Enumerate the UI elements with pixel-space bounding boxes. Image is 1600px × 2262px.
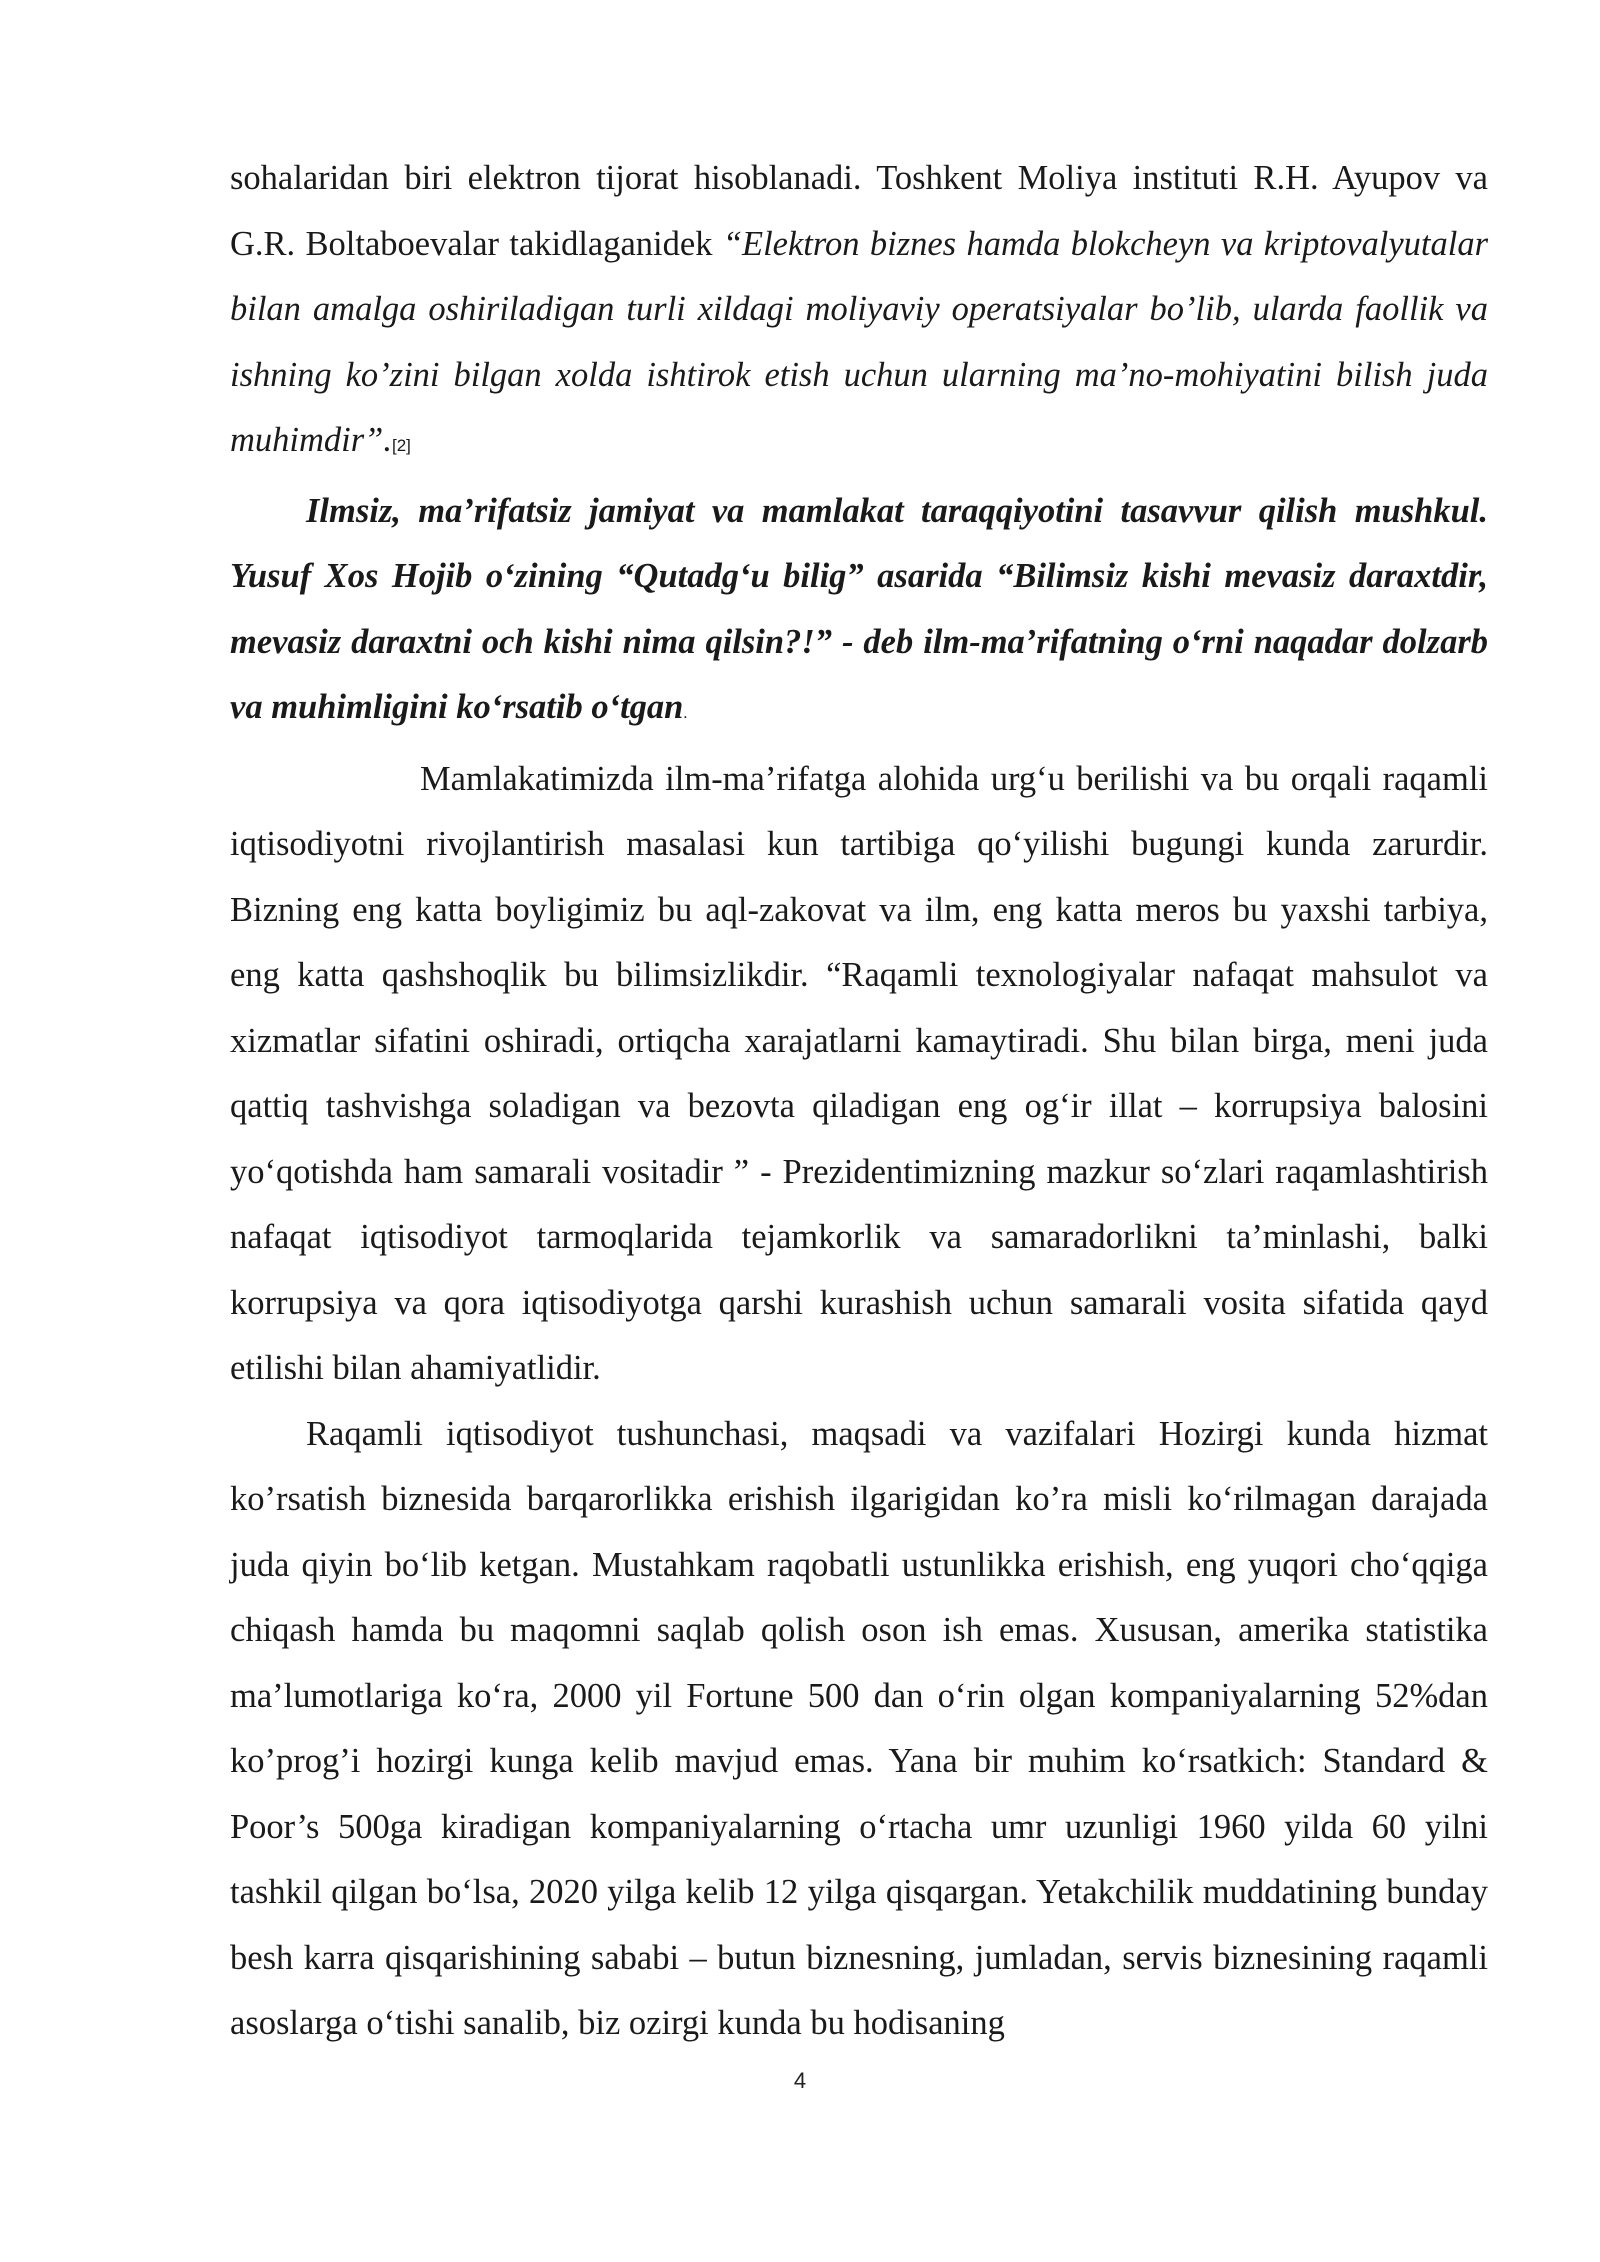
paragraph-bold-italic-quote [230, 479, 1488, 747]
paragraph-digital-economy: Raqamli iqtisodiyot tushunchasi, maqsadi va vazifalari Hozirgi kunda hizmat ko’rsatish biznesida barqarorlikka erishish ilgarigidan ko’ra misli ko‘rilmagan darajada juda qiyin bo‘lib ketgan. Mustahkam raqobatli ustunlikka erishish, eng yuqori cho‘qqiga chiqash hamda bu maqomni saqlab qolish oson ish emas. Xususan, amerika statistika ma’lumotlariga ko‘ra, 2000 yil Fortune 500 dan o‘rin olgan kompaniyalarning 52%dan ko’prog’i hozirgi kunga kelib mavjud emas. Yana bir muhim ko‘rsatkich: Standard & Poor’s 500ga kiradigan kompaniyalarning o‘rtacha umr uzunligi 1960 yilda 60 yilni tashkil qilgan bo‘lsa, 2020 yilga kelib 12 yilga qisqargan. Yetakchilik muddatining bunday besh karra qisqarishining sababi – butun biznesning, jumladan, servis biznesining raqamli asoslarga o‘tishi sanalib, biz ozirgi kunda bu hodisaning [230, 1414, 1488, 2042]
reference-marker: [2] [392, 436, 411, 455]
document-page [230, 146, 1488, 2057]
paragraph-lead-text: sohalaridan biri elektron tijorat hisoblanadi. Toshkent Moliya instituti R.H. Ayupov va G.R. Boltaboevalar takidlaganidek [230, 159, 1488, 263]
bold-italic-text: Ilmsiz, ma’rifatsiz jamiyat va mamlakat taraqqiyotini tasavvur qilish mushkul. Yusuf Xos Hojib o‘zining “Qutadg‘u bilig” asarida “Bilimsiz kishi mevasiz daraxtdir, mevasiz daraxtni och kishi nima qilsin?!” - deb ilm-ma’rifatning o‘rni naqadar dolzarb va muhimligini ko‘rsatib o‘tgan [230, 491, 1488, 726]
page-number: 4 [793, 2068, 807, 2093]
paragraph-digital-technologies: Mamlakatimizda ilm-ma’rifatga alohida urg‘u berilishi va bu orqali raqamli iqtisodiyotni rivojlantirish masalasi kun tartibiga qo‘yilishi bugungi kunda zarurdir. Bizning eng katta boyligimiz bu aql-zakovat va ilm, eng katta meros bu yaxshi tarbiya, eng katta qashshoqlik bu bilimsizlikdir. “Raqamli texnologiyalar nafaqat mahsulot va xizmatlar sifatini oshiradi, ortiqcha xarajatlarni kamaytiradi. Shu bilan birga, meni juda qattiq tashvishga soladigan va bezovta qiladigan eng og‘ir illat – korrupsiya balosini yo‘qotishda ham samarali vositadir ” - Prezidentimizning mazkur so‘zlari raqamlashtirish nafaqat iqtisodiyot tarmoqlarida tejamkorlik va samaradorlikni ta’minlashi, balki korrupsiya va qora iqtisodiyotga qarshi kurashish uchun samarali vosita sifatida qayd etilishi bilan ahamiyatlidir. [230, 759, 1488, 1387]
italic-quote: “Elektron biznes hamda blokcheyn va kriptovalyutalar bilan amalga oshiriladigan turli xildagi moliyaviy operatsiyalar bo’lib, ularda faollik va ishning ko’zini bilgan xolda ishtirok etish uchun ularning ma’no-mohiyatini bilish juda muhimdir”. [230, 224, 1489, 459]
paragraph-end-mark: . [683, 705, 688, 722]
paragraph-ecommerce-quote [230, 146, 1488, 479]
